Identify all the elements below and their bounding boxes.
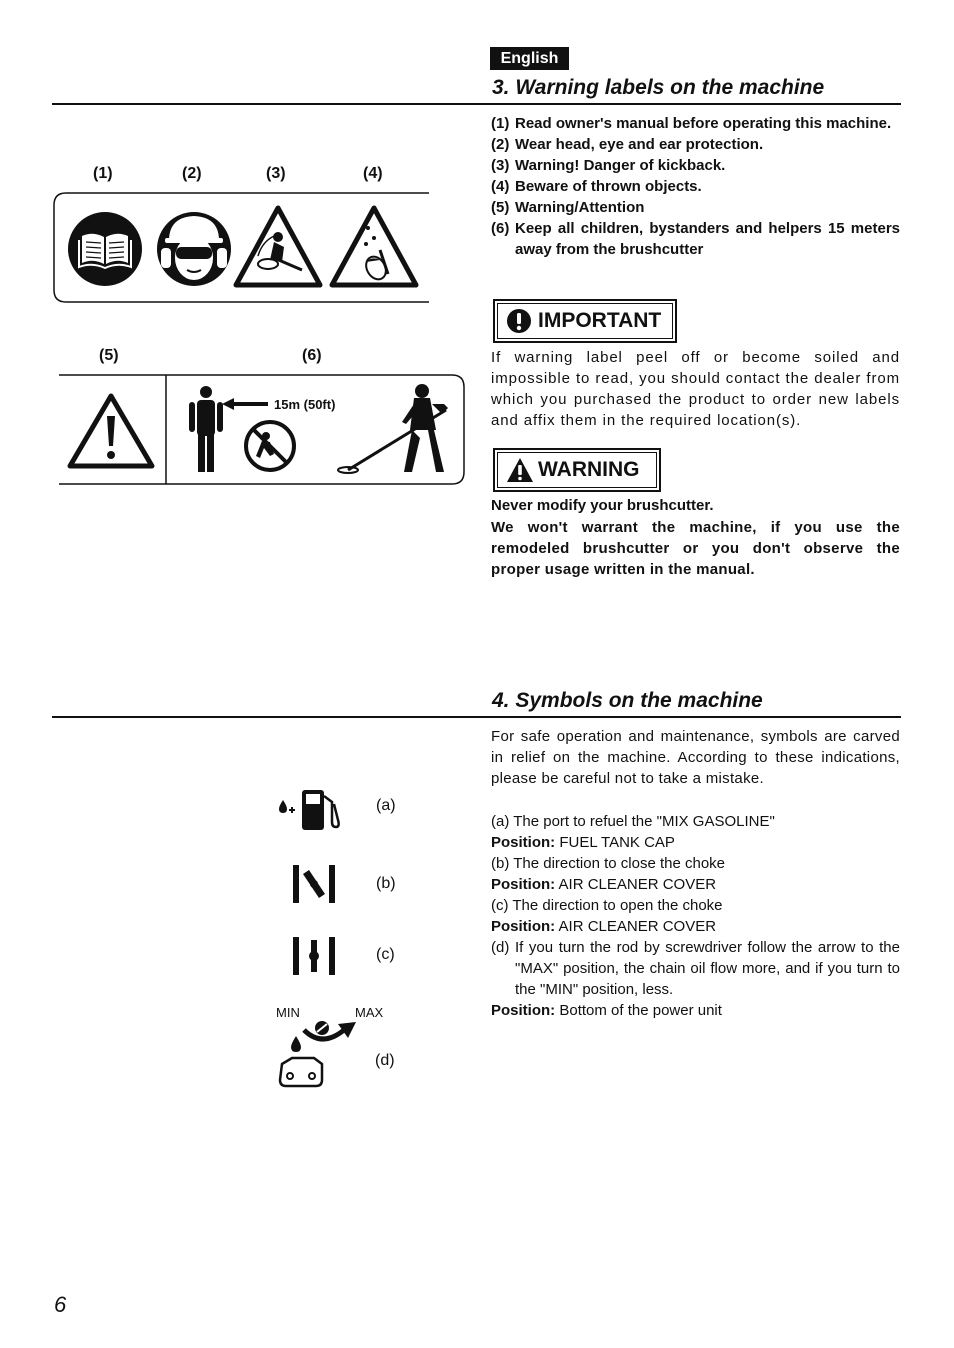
max-label: MAX — [355, 1005, 384, 1020]
symbol-a-letter: (a) — [376, 797, 396, 814]
warning-labels-list — [491, 113, 900, 260]
list-item: (1) Read owner's manual before operating this machine. — [491, 115, 892, 132]
bystander-person-icon — [189, 386, 223, 472]
label-number-4: (4) — [363, 165, 383, 182]
choke-open-icon — [291, 936, 337, 976]
section-4-rule — [52, 716, 901, 718]
symbol-c-letter: (c) — [376, 946, 395, 963]
brushcutter-operator-icon — [338, 384, 448, 473]
symbol-b-position: Position: AIR CLEANER COVER — [491, 876, 717, 893]
symbol-c-desc: (c) The direction to open the choke — [491, 897, 723, 914]
exclamation-circle-icon — [506, 308, 532, 334]
list-item: (5) Warning/Attention — [491, 199, 645, 216]
no-children-icon — [246, 422, 294, 470]
important-heading: IMPORTANT — [538, 309, 662, 332]
symbol-b-desc: (b) The direction to close the choke — [491, 855, 726, 872]
warning-line-2: We won't warrant the machine, if you use the remodeled brushcutter or you don't observe the proper usage written in the manual. — [491, 519, 900, 578]
label-number-2: (2) — [182, 165, 202, 182]
chain-oil-adjust-icon — [276, 1018, 366, 1092]
read-manual-icon — [68, 212, 142, 286]
label-number-3: (3) — [266, 165, 286, 182]
warning-box — [493, 448, 661, 492]
symbol-c-position: Position: AIR CLEANER COVER — [491, 918, 717, 935]
list-item: (3) Warning! Danger of kickback. — [491, 157, 726, 174]
kickback-warning-icon — [236, 208, 320, 285]
label-number-1: (1) — [93, 165, 113, 182]
warning-triangle-icon — [506, 457, 534, 483]
important-box — [493, 299, 677, 343]
symbol-d-letter: (d) — [375, 1052, 395, 1069]
list-item: (6) Keep all children, bystanders and helpers 15 meters away from the brushcutter — [491, 220, 900, 258]
warning-heading: WARNING — [538, 458, 640, 481]
thrown-objects-warning-icon — [332, 208, 416, 285]
symbol-d-position: Position: Bottom of the power unit — [491, 1002, 722, 1019]
list-item: (2) Wear head, eye and ear protection. — [491, 136, 764, 153]
symbol-d-desc: (d) If you turn the rod by screwdriver follow the arrow to the "MAX" position, the chain oil flow more, and if you turn to the "MIN" position, less. — [491, 939, 900, 998]
language-badge: English — [490, 47, 569, 70]
list-item: (4) Beware of thrown objects. — [491, 178, 702, 195]
warning-line-1: Never modify your brushcutter. — [491, 497, 714, 514]
symbols-list — [491, 811, 900, 1021]
warning-label-strip-bottom — [58, 374, 466, 487]
warning-text — [491, 495, 900, 580]
section-4-title: 4. Symbols on the machine — [492, 689, 763, 712]
symbol-a-position: Position: FUEL TANK CAP — [491, 834, 675, 851]
choke-close-icon — [291, 864, 337, 904]
warning-label-strip-top — [52, 192, 432, 304]
important-text: If warning label peel off or become soiled and impossible to read, you should contact the dealer from which you purchased the product to order new labels and affix them in the required location(s). — [491, 349, 900, 429]
section-3-title: 3. Warning labels on the machine — [492, 76, 825, 99]
label-number-6: (6) — [302, 347, 322, 364]
attention-warning-icon — [70, 396, 152, 466]
symbol-a-desc: (a) The port to refuel the "MIX GASOLINE" — [491, 813, 775, 830]
arrow-left-icon — [222, 398, 268, 410]
symbols-intro: For safe operation and maintenance, symbols are carved in relief on the machine. According to these indications, please be careful not to take a mistake. — [491, 728, 900, 787]
distance-label: 15m (50ft) — [274, 397, 336, 412]
page-number: 6 — [54, 1292, 67, 1317]
symbol-b-letter: (b) — [376, 875, 396, 892]
section-3-rule — [52, 103, 901, 105]
min-label: MIN — [276, 1005, 300, 1020]
label-number-5: (5) — [99, 347, 119, 364]
head-eye-ear-protection-icon — [157, 212, 231, 286]
fuel-mix-icon — [276, 786, 342, 832]
